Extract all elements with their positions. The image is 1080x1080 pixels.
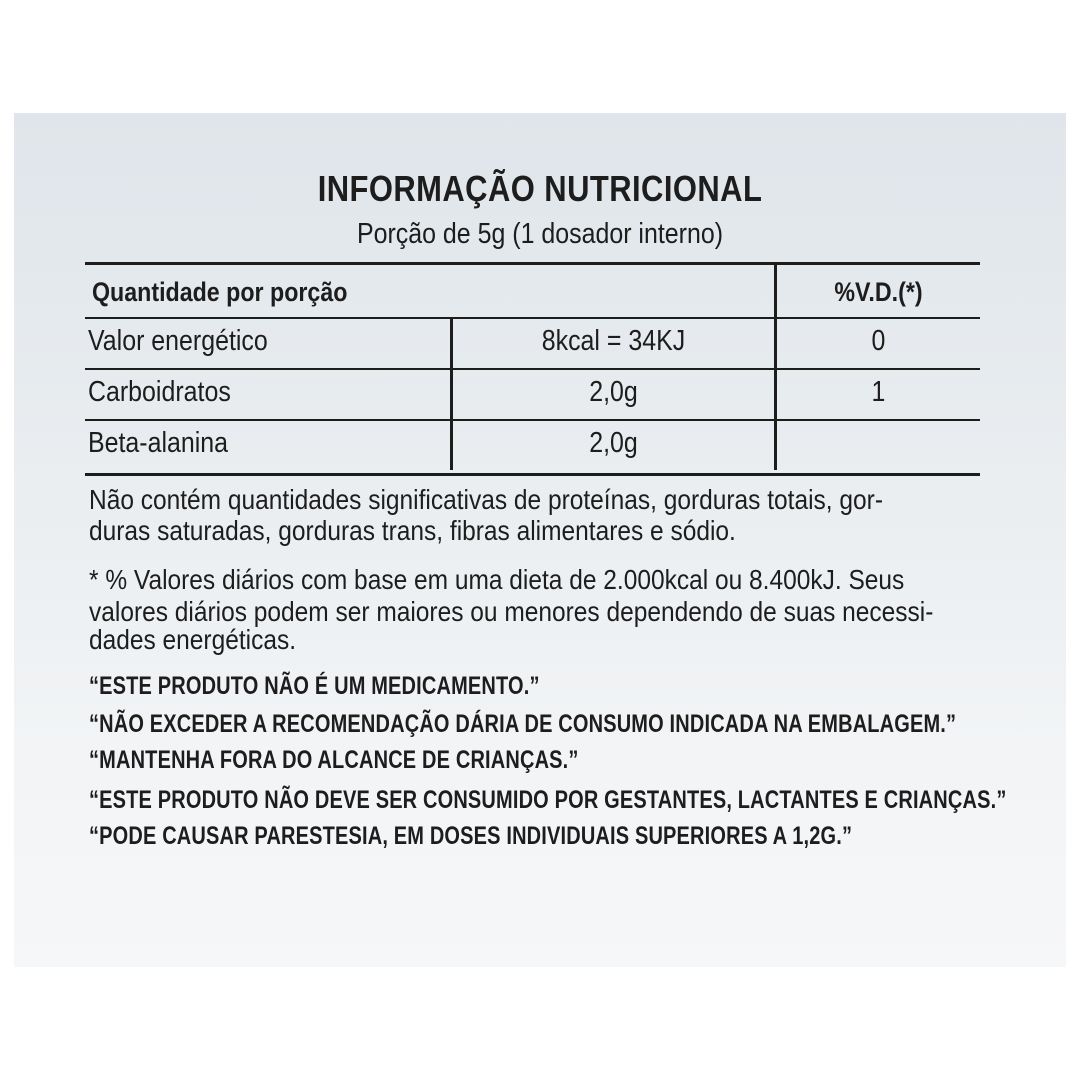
serving-size: Porção de 5g (1 dosador interno) <box>356 218 724 250</box>
header-vd: %V.D.(*) <box>834 277 923 307</box>
row-name: Beta-alanina <box>88 427 229 459</box>
note-line: valores diários podem ser maiores ou menores dependendo de suas necessi- <box>89 596 934 627</box>
header-divider <box>85 317 980 319</box>
row-amount: 2,0g <box>589 376 638 408</box>
row-divider <box>85 419 980 421</box>
label-title: INFORMAÇÃO NUTRICIONAL <box>317 168 763 209</box>
warning-line: “MANTENHA FORA DO ALCANCE DE CRIANÇAS.” <box>89 746 579 774</box>
row-name: Valor energético <box>88 325 268 357</box>
note-line: dades energéticas. <box>89 624 297 655</box>
note-line: Não contém quantidades significativas de proteínas, gorduras totais, gor- <box>89 484 883 515</box>
row-vd: 1 <box>871 376 886 408</box>
warning-line: “ESTE PRODUTO NÃO DEVE SER CONSUMIDO POR GESTANTES, LACTANTES E CRIANÇAS.” <box>89 786 1007 814</box>
nutrition-table <box>85 262 980 476</box>
warning-line: “ESTE PRODUTO NÃO É UM MEDICAMENTO.” <box>89 672 540 700</box>
row-amount: 8kcal = 34KJ <box>541 325 686 357</box>
warning-line: “PODE CAUSAR PARESTESIA, EM DOSES INDIVIDUAIS SUPERIORES A 1,2G.” <box>89 822 853 850</box>
row-vd: 0 <box>871 325 886 357</box>
note-line: * % Valores diários com base em uma dieta de 2.000kcal ou 8.400kJ. Seus <box>89 564 905 595</box>
row-name: Carboidratos <box>88 376 231 408</box>
daily-values-note <box>89 564 982 656</box>
header-quantity: Quantidade por porção <box>92 277 348 307</box>
not-contains-note <box>89 484 982 546</box>
row-divider <box>85 368 980 370</box>
note-line: duras saturadas, gorduras trans, fibras alimentares e sódio. <box>89 515 736 546</box>
warning-line: “NÃO EXCEDER A RECOMENDAÇÃO DÁRIA DE CONSUMO INDICADA NA EMBALAGEM.” <box>89 710 957 738</box>
row-amount: 2,0g <box>589 427 638 459</box>
column-divider-amount <box>450 317 453 470</box>
